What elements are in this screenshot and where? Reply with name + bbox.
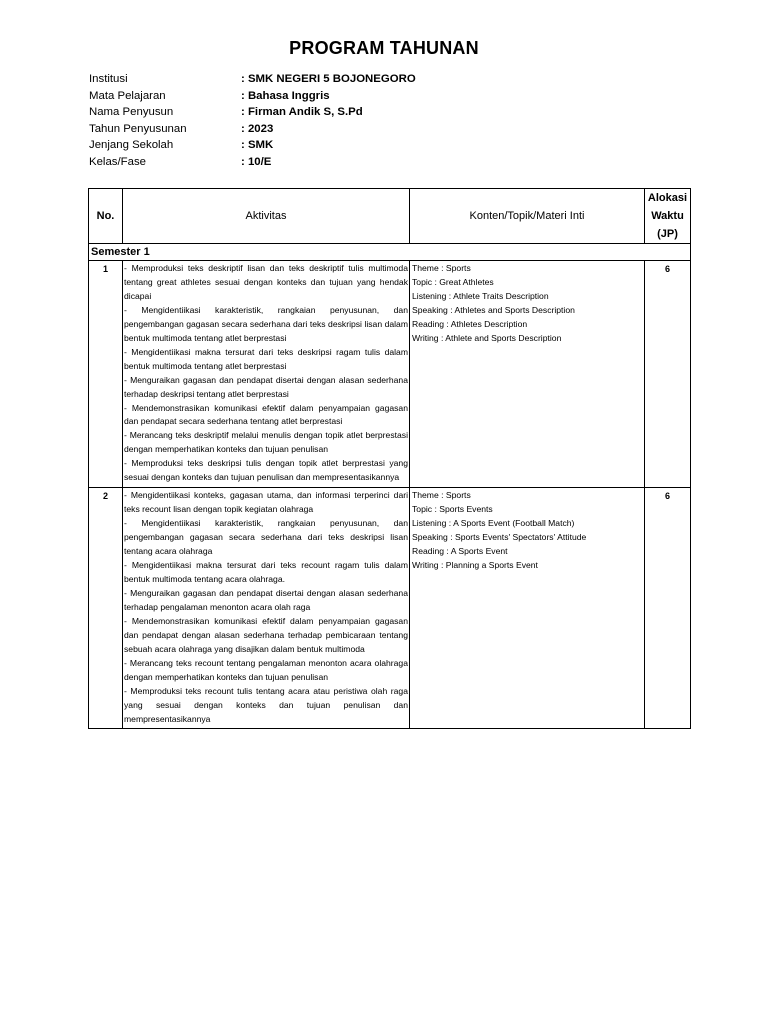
aktivitas-item: - Merancang teks recount tentang pengalaman menonton acara olahraga dengan memperhatikan konteks dan tujuan penulisan — [124, 657, 408, 682]
aktivitas-item: - Menguraikan gagasan dan pendapat disertai dengan alasan sederhana terhadap deskripsi tentang atlet berprestasi — [124, 374, 408, 399]
header-jp-line: (JP) — [657, 228, 678, 240]
aktivitas-item: - Mendemonstrasikan komunikasi efektif dalam penyampaian gagasan dan pendapat secara sederhana tentang atlet berprestasi — [124, 402, 408, 427]
jp-cell: 6 — [645, 488, 691, 729]
info-value: : SMK NEGERI 5 BOJONEGORO — [241, 73, 416, 85]
jp-cell: 6 — [645, 261, 691, 488]
row-number: 2 — [89, 488, 123, 729]
aktivitas-item: - Memproduksi teks recount tulis tentang acara atau peristiwa olah raga yang sesuai dengan konteks dan tujuan penulisan dan mempresentasikannya — [124, 685, 408, 724]
semester-label: Semester 1 — [89, 244, 691, 261]
aktivitas-item: - Mengidentiikasi karakteristik, rangkaian penyusunan, dan pengembangan gagasan secara sederhana dari teks deskripsi lisan tentang acara olahraga — [124, 518, 408, 557]
header-waktu-line: Waktu — [651, 210, 684, 222]
konten-item: Theme : Sports — [412, 490, 471, 501]
header-alokasi-waktu — [645, 189, 691, 244]
konten-item: Listening : A Sports Event (Football Match) — [412, 518, 575, 529]
info-label: Tahun Penyusunan — [89, 122, 187, 135]
header-aktivitas: Aktivitas — [123, 189, 410, 244]
row-number: 1 — [89, 261, 123, 488]
konten-cell — [410, 261, 645, 488]
konten-item: Writing : Athlete and Sports Description — [412, 332, 562, 343]
header-konten: Konten/Topik/Materi Inti — [410, 189, 645, 244]
aktivitas-item: - Mengidentiikasi makna tersurat dari teks deskripsi ragam tulis dalam bentuk multimoda tentang atlet berprestasi — [124, 346, 408, 371]
table-row — [89, 261, 691, 488]
document-info — [89, 71, 416, 171]
konten-item: Theme : Sports — [412, 263, 471, 273]
info-value: : 10/E — [241, 155, 272, 168]
info-label: Institusi — [89, 73, 128, 85]
info-value: : SMK — [241, 139, 274, 152]
info-value: : Firman Andik S, S.Pd — [241, 106, 363, 119]
konten-item: Reading : A Sports Event — [412, 546, 508, 557]
konten-item: Speaking : Athletes and Sports Description — [412, 304, 575, 315]
info-row-nama-penyusun — [89, 104, 416, 121]
aktivitas-item: - Memproduksi teks deskripsi tulis dengan topik atlet berprestasi yang sesuai dengan konteks dan tujuan penulisan dan mempresentasikannya — [124, 458, 408, 483]
info-label: Mata Pelajaran — [89, 89, 166, 102]
info-value: : 2023 — [241, 122, 274, 135]
aktivitas-item: - Mengidentiikasi konteks, gagasan utama, dan informasi terperinci dari teks recount lisan dengan topik kegiatan olahraga — [124, 490, 408, 515]
konten-item: Writing : Planning a Sports Event — [412, 560, 538, 571]
info-label: Jenjang Sekolah — [89, 139, 174, 152]
aktivitas-cell — [123, 488, 410, 729]
aktivitas-item: - Mengidentiikasi makna tersurat dari teks recount ragam tulis dalam bentuk multimoda tentang acara olahraga. — [124, 560, 408, 584]
info-row-mata-pelajaran — [89, 88, 416, 105]
konten-item: Listening : Athlete Traits Description — [412, 290, 549, 301]
aktivitas-item: - Memproduksi teks deskriptif lisan dan teks deskriptif tulis multimoda tentang great athletes sesuai dengan konteks dan tujuan yang hendak dicapai — [124, 263, 408, 301]
aktivitas-item: - Mengidentiikasi karakteristik, rangkaian penyusunan, dan pengembangan gagasan secara sederhana dari teks deskripsi lisan dalam bentuk multimoda tentang atlet berprestasi — [124, 304, 408, 343]
konten-item: Topic : Great Athletes — [412, 276, 494, 287]
konten-item: Reading : Athletes Description — [412, 318, 528, 329]
info-row-jenjang-sekolah — [89, 137, 416, 154]
aktivitas-item: - Merancang teks deskriptif melalui menulis dengan topik atlet berprestasi dengan memperhatikan konteks dan tujuan penulisan — [124, 430, 408, 455]
table-header-row — [89, 189, 691, 244]
table-row — [89, 488, 691, 729]
program-table — [88, 188, 691, 729]
info-label: Kelas/Fase — [89, 155, 146, 168]
info-value: : Bahasa Inggris — [241, 89, 330, 102]
header-no: No. — [89, 189, 123, 244]
info-label: Nama Penyusun — [89, 106, 174, 119]
aktivitas-item: - Mendemonstrasikan komunikasi efektif dalam penyampaian gagasan dan pendapat dengan alasan sederhana terhadap pembicaraan tentang sebuah acara olahraga yang disajikan dalam bentuk multimoda — [124, 615, 408, 654]
aktivitas-item: - Menguraikan gagasan dan pendapat disertai dengan alasan sederhana terhadap pengalaman menonton acara olah raga — [124, 587, 408, 612]
header-alokasi-line: Alokasi — [647, 192, 688, 204]
info-row-institusi — [89, 71, 416, 88]
semester-row — [89, 244, 691, 261]
info-row-tahun-penyusunan — [89, 121, 416, 138]
konten-item: Speaking : Sports Events' Spectators' Attitude — [412, 532, 587, 543]
info-row-kelas-fase — [89, 154, 416, 171]
konten-item: Topic : Sports Events — [412, 504, 493, 515]
aktivitas-cell — [123, 261, 410, 488]
page-title: PROGRAM TAHUNAN — [289, 38, 479, 58]
konten-cell — [410, 488, 645, 729]
